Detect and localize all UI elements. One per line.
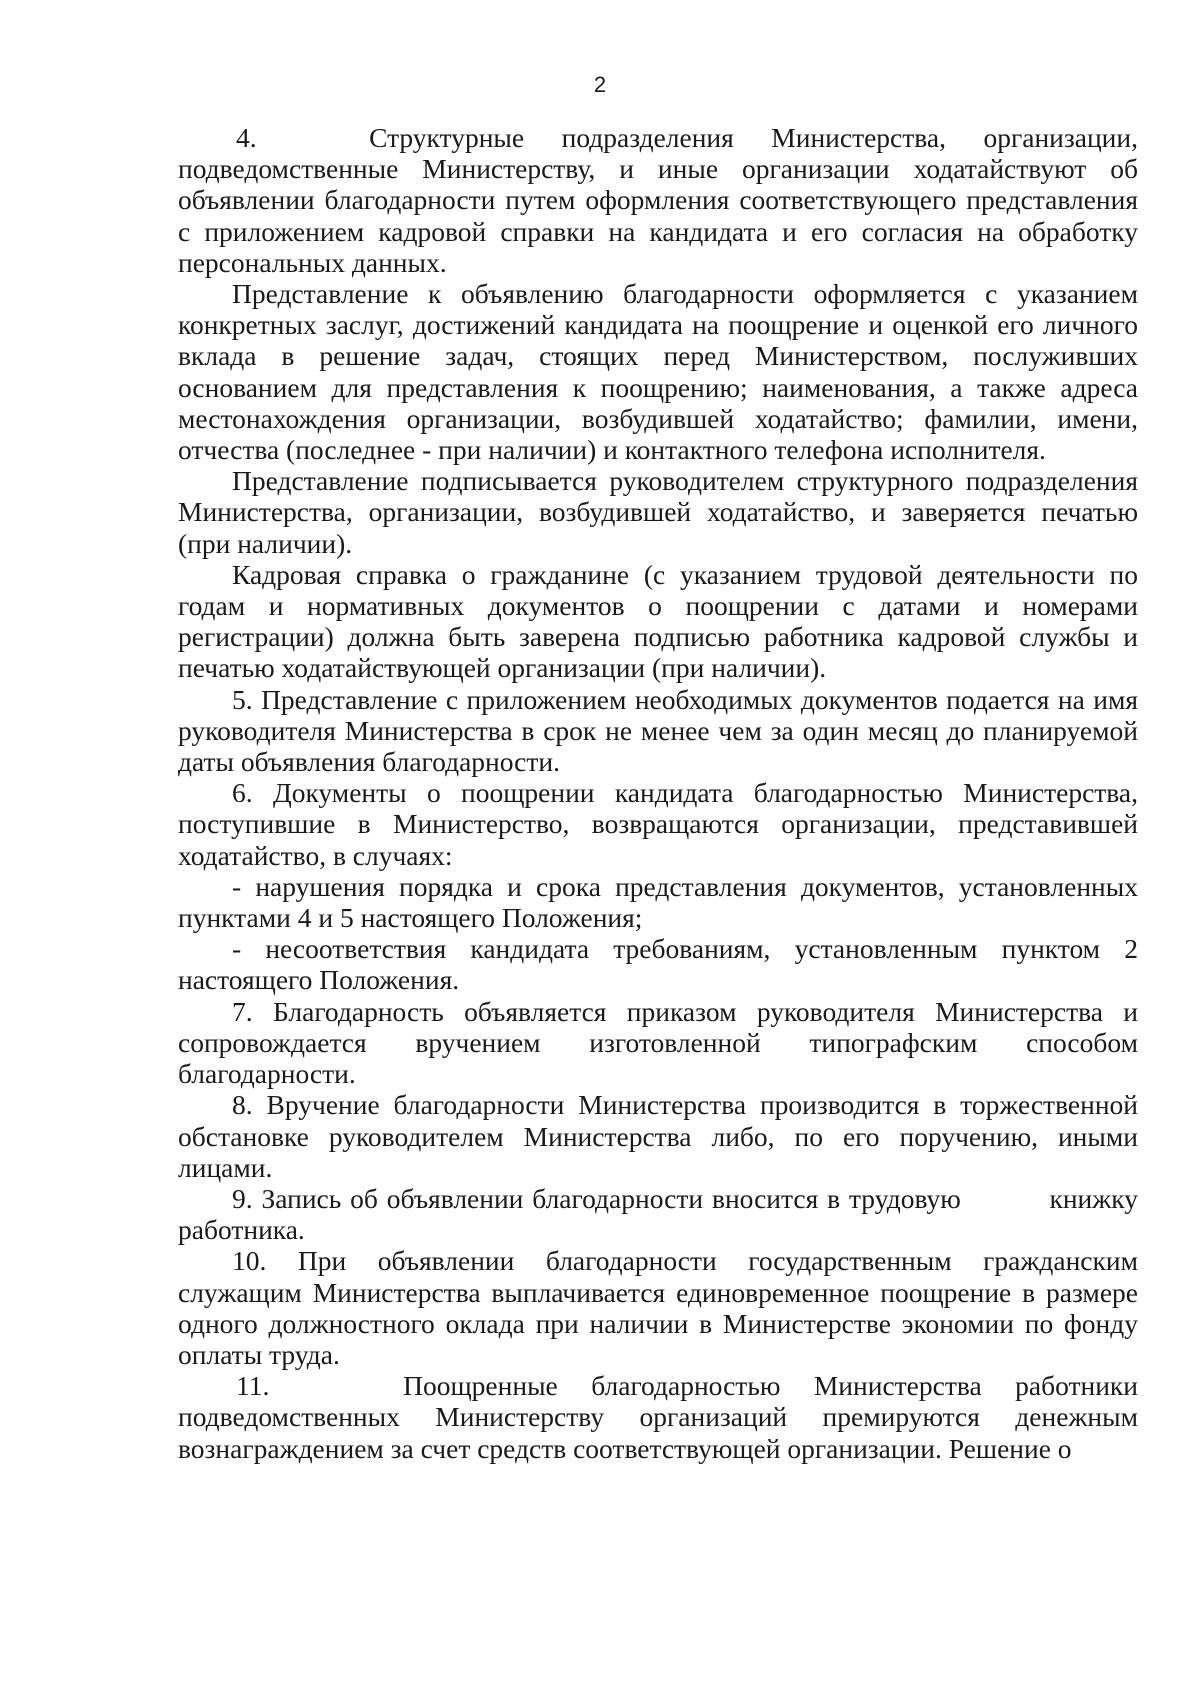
paragraph-submission-content: Представление к объявлению благодарности оформляется с указанием конкретных заслуг, достижений кандидата на поощрение и оценкой его личного вклада в решение задач, стоящих перед Министерством, послуживших основанием для представления к поощрению; наименования, а также адреса местонахождения организации, возбудившей ходатайство; фамилии, имени, отчества (последнее - при наличии) и контактного телефона исполнителя. bbox=[178, 278, 1138, 466]
paragraph-return-case-1: - нарушения порядка и срока представления документов, установленных пунктами 4 и 5 настоящего Положения; bbox=[178, 870, 1138, 934]
paragraph-item-11: 11. Поощренные благодарностью Министерства работники подведомственных Министерству организаций премируются денежным вознаграждением за счет средств соответствующей организации. Решение о bbox=[178, 1370, 1138, 1464]
paragraph-item-6: 6. Документы о поощрении кандидата благодарностью Министерства, поступившие в Министерство, возвращаются организации, представившей ходатайство, в случаях: bbox=[178, 777, 1138, 871]
paragraph-item-9: 9. Запись об объявлении благодарности вносится в трудовую книжку работника. bbox=[178, 1182, 1138, 1246]
paragraph-submission-signing: Представление подписывается руководителем структурного подразделения Министерства, организации, возбудившей ходатайство, и заверяется печатью (при наличии). bbox=[178, 465, 1138, 559]
paragraph-return-case-2: - несоответствия кандидата требованиям, установленным пунктом 2 настоящего Положения. bbox=[178, 933, 1138, 996]
paragraph-item-8: 8. Вручение благодарности Министерства производится в торжественной обстановке руководителем Министерства либо, по его поручению, иными лицами. bbox=[178, 1089, 1138, 1183]
paragraph-item-5: 5. Представление с приложением необходимых документов подается на имя руководителя Министерства в срок не менее чем за один месяц до планируемой даты объявления благодарности. bbox=[178, 683, 1138, 778]
document-body bbox=[178, 122, 1138, 1464]
paragraph-item-4: 4. Структурные подразделения Министерства, организации, подведомственные Министерству, и иные организации ходатайствуют об объявлении благодарности путем оформления соответствующего представления с приложением кадровой справки на кандидата и его согласия на обработку персональных данных. bbox=[178, 122, 1138, 278]
paragraph-item-7: 7. Благодарность объявляется приказом руководителя Министерства и сопровождается вручением изготовленной типографским способом благодарности. bbox=[178, 995, 1138, 1090]
paragraph-item-10: 10. При объявлении благодарности государственным гражданским служащим Министерства выплачивается единовременное поощрение в размере одного должностного оклада при наличии в Министерстве экономии по фонду оплаты труда. bbox=[178, 1245, 1138, 1370]
page-number: 2 bbox=[593, 72, 607, 97]
paragraph-personnel-certificate: Кадровая справка о гражданине (с указанием трудовой деятельности по годам и нормативных документов о поощрении с датами и номерами регистрации) должна быть заверена подписью работника кадровой службы и печатью ходатайствующей организации (при наличии). bbox=[178, 558, 1138, 684]
